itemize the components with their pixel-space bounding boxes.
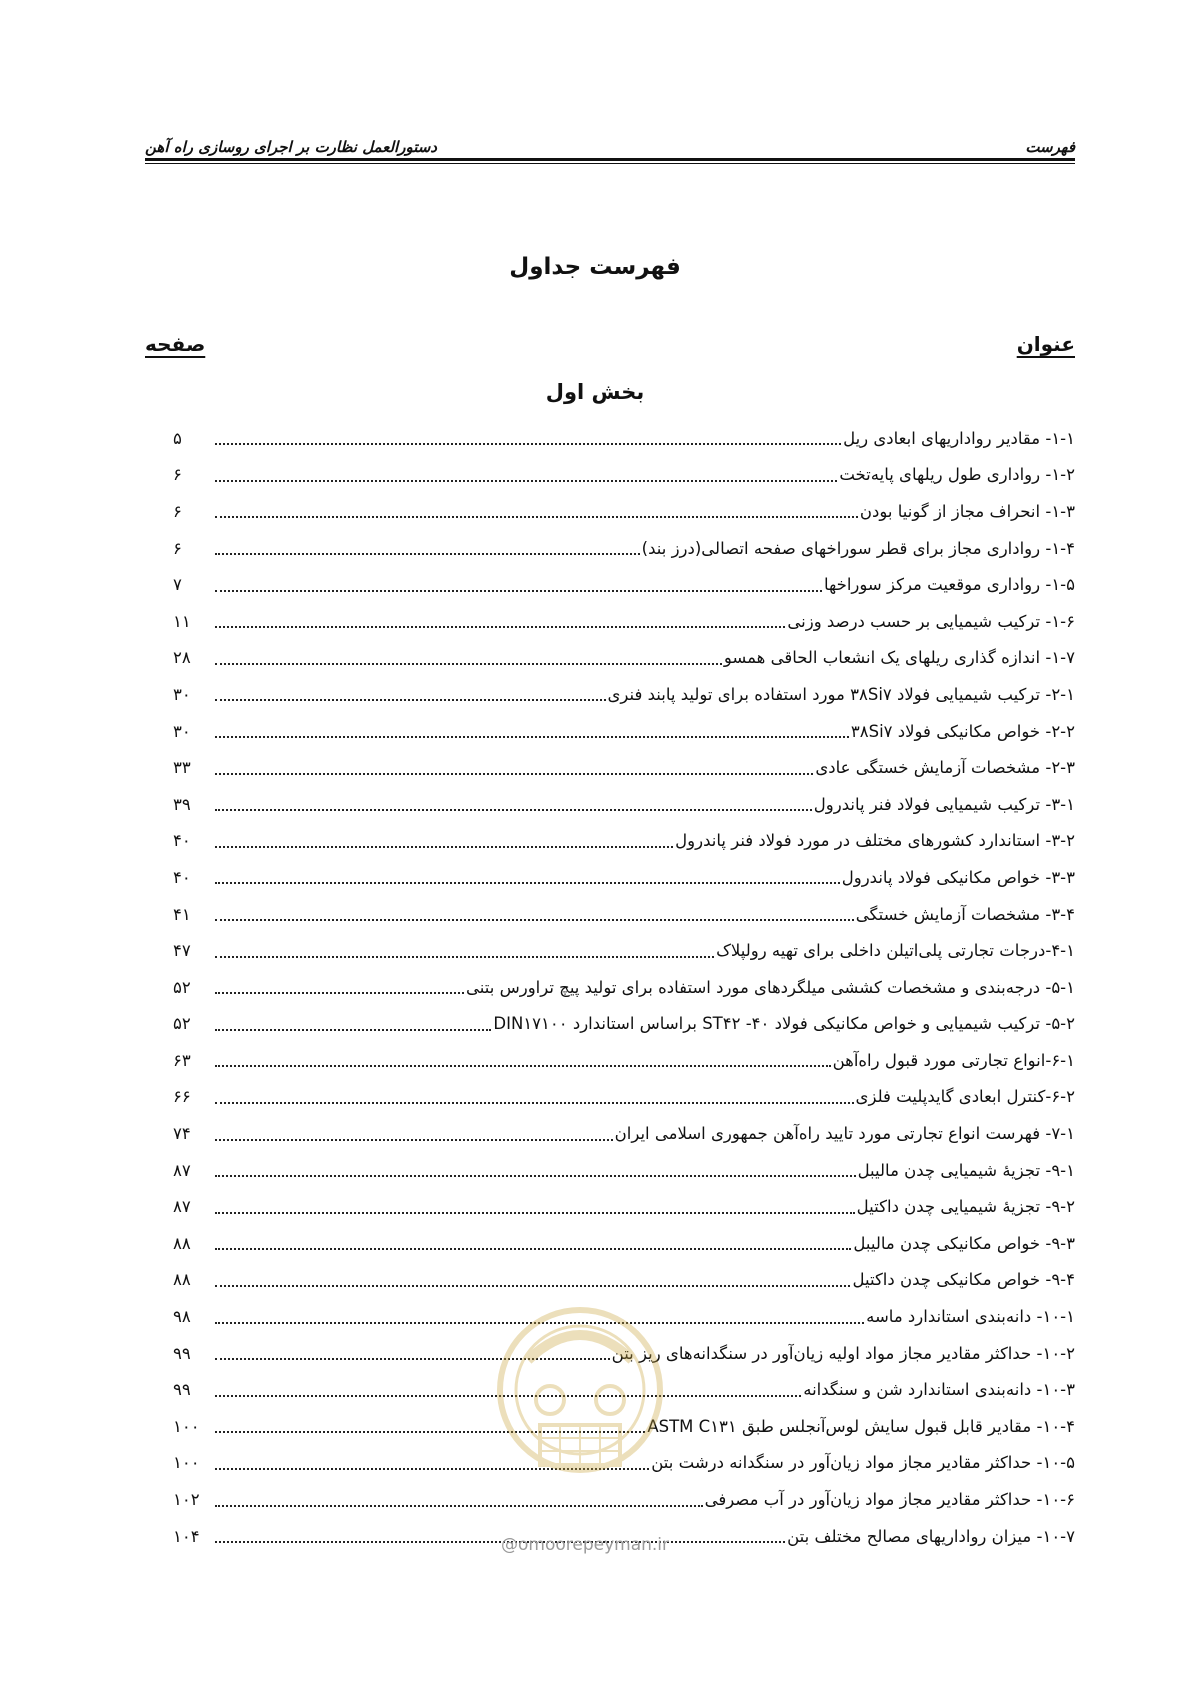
column-heading-page: صفحه: [145, 332, 206, 356]
toc-entry-title: ۱۰-۴- مقادیر قابل قبول سایش لوس‌آنجلس طبق ASTM C۱۳۱: [647, 1416, 1075, 1436]
toc-entry[interactable]: [145, 1115, 1075, 1152]
toc-entry-page: ۵۲: [173, 977, 191, 997]
dot-leader: [215, 626, 785, 628]
toc-entry[interactable]: [145, 932, 1075, 969]
toc-entry[interactable]: [145, 676, 1075, 713]
toc-entry-page: ۸۸: [173, 1270, 191, 1290]
toc-entry-page: ۵۲: [173, 1014, 191, 1034]
dot-leader: [215, 1139, 613, 1141]
toc-entry[interactable]: [145, 493, 1075, 530]
toc-entry-page: ۹۹: [173, 1343, 191, 1363]
toc-entry-title: ۵-۱- درجه‌بندی و مشخصات کششی میلگردهای مورد استفاده برای تولید پیچ تراورس بتنی: [466, 977, 1075, 997]
seal-logo-icon: [488, 1290, 673, 1490]
dot-leader: [215, 443, 841, 445]
toc-entry-title: ۲-۳- مشخصات آزمایش خستگی عادی: [815, 758, 1075, 778]
toc-entry-title: ۱-۱- مقادیر رواداریهای ابعادی ریل: [843, 428, 1075, 448]
toc-entry[interactable]: [145, 1042, 1075, 1079]
toc-entry-title: ۱-۳- انحراف مجاز از گونیا بودن: [859, 501, 1075, 521]
toc-entry[interactable]: [145, 420, 1075, 457]
dot-leader: [215, 882, 840, 884]
toc-entry[interactable]: [145, 566, 1075, 603]
toc-entry-title: ۱-۲- رواداری طول ریلهای پایه‌تخت: [839, 465, 1075, 485]
toc-entry-page: ۸۸: [173, 1233, 191, 1253]
toc-entry[interactable]: [145, 603, 1075, 640]
toc-entry-page: ۶۶: [173, 1087, 191, 1107]
dot-leader: [215, 919, 854, 921]
toc-entry[interactable]: [145, 713, 1075, 750]
toc-entry-title: ۱۰-۶- حداکثر مقادیر مجاز مواد زیان‌آور در آب مصرفی: [704, 1490, 1075, 1510]
dot-leader: [215, 516, 858, 518]
toc-entry-title: ۲-۱- ترکیب شیمیایی فولاد ۳۸Si۷ مورد استفاده برای تولید پابند فنری: [607, 684, 1075, 704]
dot-leader: [215, 480, 837, 482]
toc-entry[interactable]: [145, 457, 1075, 494]
toc-entry-page: ۴۷: [173, 941, 191, 961]
page-title: فهرست جداول: [509, 254, 681, 280]
toc-entry-page: ۶۳: [173, 1050, 191, 1070]
toc-entry-page: ۱۰۴: [173, 1526, 200, 1546]
toc-entry-title: ۳-۱- ترکیب شیمیایی فولاد فنر پاندرول: [813, 794, 1075, 814]
toc-entry-page: ۸۷: [173, 1160, 191, 1180]
toc-entry[interactable]: [145, 1006, 1075, 1043]
section-heading: بخش اول: [545, 380, 645, 404]
watermark-text: @omoorepeyman.ir: [500, 1535, 670, 1555]
dot-leader: [215, 1505, 703, 1507]
toc-entry[interactable]: [145, 1152, 1075, 1189]
toc-entry[interactable]: [145, 823, 1075, 860]
dot-leader: [215, 1248, 851, 1250]
toc-entry-title: ۷-۱- فهرست انواع تجارتی مورد تایید راه‌آهن جمهوری اسلامی ایران: [614, 1124, 1075, 1144]
dot-leader: [215, 1175, 856, 1177]
toc-entry-title: ۵-۲- ترکیب شیمیایی و خواص مکانیکی فولاد ۴۰- ST۴۲ براساس استاندارد DIN۱۷۱۰۰: [493, 1014, 1075, 1034]
toc-entry-page: ۷: [173, 575, 182, 595]
dot-leader: [215, 846, 673, 848]
toc-entry-title: ۱-۴- رواداری مجاز برای قطر سوراخهای صفحه اتصالی(درز بند): [641, 538, 1075, 558]
toc-entry-page: ۹۸: [173, 1307, 191, 1327]
toc-entry-title: ۱۰-۷- میزان رواداریهای مصالح مختلف بتن: [787, 1526, 1075, 1546]
dot-leader: [215, 1065, 831, 1067]
toc-entry-title: ۹-۴- خواص مکانیکی چدن داکتیل: [852, 1270, 1075, 1290]
toc-entry-title: ۳-۳- خواص مکانیکی فولاد پاندرول: [841, 867, 1075, 887]
toc-entry[interactable]: [145, 530, 1075, 567]
toc-entry-page: ۱۰۲: [173, 1490, 200, 1510]
dot-leader: [215, 992, 464, 994]
toc-entry-page: ۵: [173, 428, 182, 448]
toc-entry-page: ۸۷: [173, 1197, 191, 1217]
dot-leader: [215, 736, 849, 738]
toc-entry-title: ۱۰-۳- دانه‌بندی استاندارد شن و سنگدانه: [803, 1380, 1075, 1400]
toc-entry-page: ۱۰۰: [173, 1416, 200, 1436]
toc-entry-title: ۱-۵- رواداری موقعیت مرکز سوراخها: [824, 575, 1075, 595]
toc-entry-page: ۳۰: [173, 721, 191, 741]
header-section-name: فهرست: [1025, 138, 1075, 156]
dot-leader: [215, 1212, 855, 1214]
toc-entry-title: ۳-۴- مشخصات آزمایش خستگی: [855, 904, 1075, 924]
toc-entry-page: ۲۸: [173, 648, 191, 668]
toc-entry-page: ۱۰۰: [173, 1453, 200, 1473]
toc-entry[interactable]: [145, 786, 1075, 823]
toc-entry-page: ۴۱: [173, 904, 191, 924]
toc-entry[interactable]: [145, 1079, 1075, 1116]
toc-entry-title: ۹-۳- خواص مکانیکی چدن مالیبل: [853, 1233, 1075, 1253]
toc-entry-title: ۱۰-۵- حداکثر مقادیر مجاز مواد زیان‌آور در سنگدانه درشت بتن: [651, 1453, 1075, 1473]
dot-leader: [215, 553, 640, 555]
toc-entry-page: ۳۰: [173, 684, 191, 704]
running-header: [145, 130, 1075, 156]
toc-entry-page: ۶: [173, 538, 182, 558]
toc-entry[interactable]: [145, 640, 1075, 677]
toc-entry-title: ۱-۶- ترکیب شیمیایی بر حسب درصد وزنی: [787, 611, 1075, 631]
dot-leader: [215, 699, 606, 701]
toc-entry-page: ۹۹: [173, 1380, 191, 1400]
toc-entry[interactable]: [145, 749, 1075, 786]
dot-leader: [215, 956, 714, 958]
toc-entry-title: ۹-۲- تجزیۀ شیمیایی چدن داکتیل: [856, 1197, 1075, 1217]
toc-entry-title: ۶-۲-کنترل ابعادی گایدپلیت فلزی: [855, 1087, 1075, 1107]
toc-entry-title: ۱۰-۲- حداکثر مقادیر مجاز مواد اولیه زیان‌آور در سنگدانه‌های ریز بتن: [611, 1343, 1075, 1363]
toc-entry[interactable]: [145, 1225, 1075, 1262]
dot-leader: [215, 1029, 491, 1031]
toc-entry-title: ۶-۱-انواع تجارتی مورد قبول راه‌آهن: [832, 1050, 1075, 1070]
toc-entry-title: ۹-۱- تجزیۀ شیمیایی چدن مالیبل: [857, 1160, 1075, 1180]
header-rule: [145, 158, 1075, 161]
toc-entry[interactable]: [145, 1188, 1075, 1225]
column-heading-title: عنوان: [1016, 332, 1075, 356]
toc-entry[interactable]: [145, 896, 1075, 933]
toc-entry[interactable]: [145, 969, 1075, 1006]
toc-entry-page: ۱۱: [173, 611, 191, 631]
toc-entry-page: ۳۹: [173, 794, 191, 814]
toc-entry-page: ۶: [173, 501, 182, 521]
toc-entry-page: ۴۰: [173, 831, 191, 851]
toc-entry-page: ۴۰: [173, 867, 191, 887]
dot-leader: [215, 1285, 850, 1287]
header-rule-thin: [145, 163, 1075, 164]
toc-entry-title: ۱-۷- اندازه گذاری ریلهای یک انشعاب الحاقی همسو: [723, 648, 1075, 668]
toc-entry[interactable]: [145, 859, 1075, 896]
toc-entry-page: ۶: [173, 465, 182, 485]
toc-entry-title: ۳-۲- استاندارد کشورهای مختلف در مورد فولاد فنر پاندرول: [675, 831, 1075, 851]
dot-leader: [215, 590, 822, 592]
header-document-title: دستورالعمل نظارت بر اجرای روسازی راه آهن: [145, 138, 437, 156]
toc-entry-page: ۷۴: [173, 1124, 191, 1144]
dot-leader: [215, 809, 812, 811]
toc-entry-title: ۴-۱-درجات تجارتی پلی‌اتیلن داخلی برای تهیه رولپلاک: [716, 941, 1075, 961]
toc-entry-title: ۲-۲- خواص مکانیکی فولاد ۳۸Si۷: [850, 721, 1075, 741]
dot-leader: [215, 663, 722, 665]
toc-entry-title: ۱۰-۱- دانه‌بندی استاندارد ماسه: [866, 1307, 1075, 1327]
toc-entry-page: ۳۳: [173, 758, 191, 778]
dot-leader: [215, 773, 813, 775]
dot-leader: [215, 1102, 854, 1104]
